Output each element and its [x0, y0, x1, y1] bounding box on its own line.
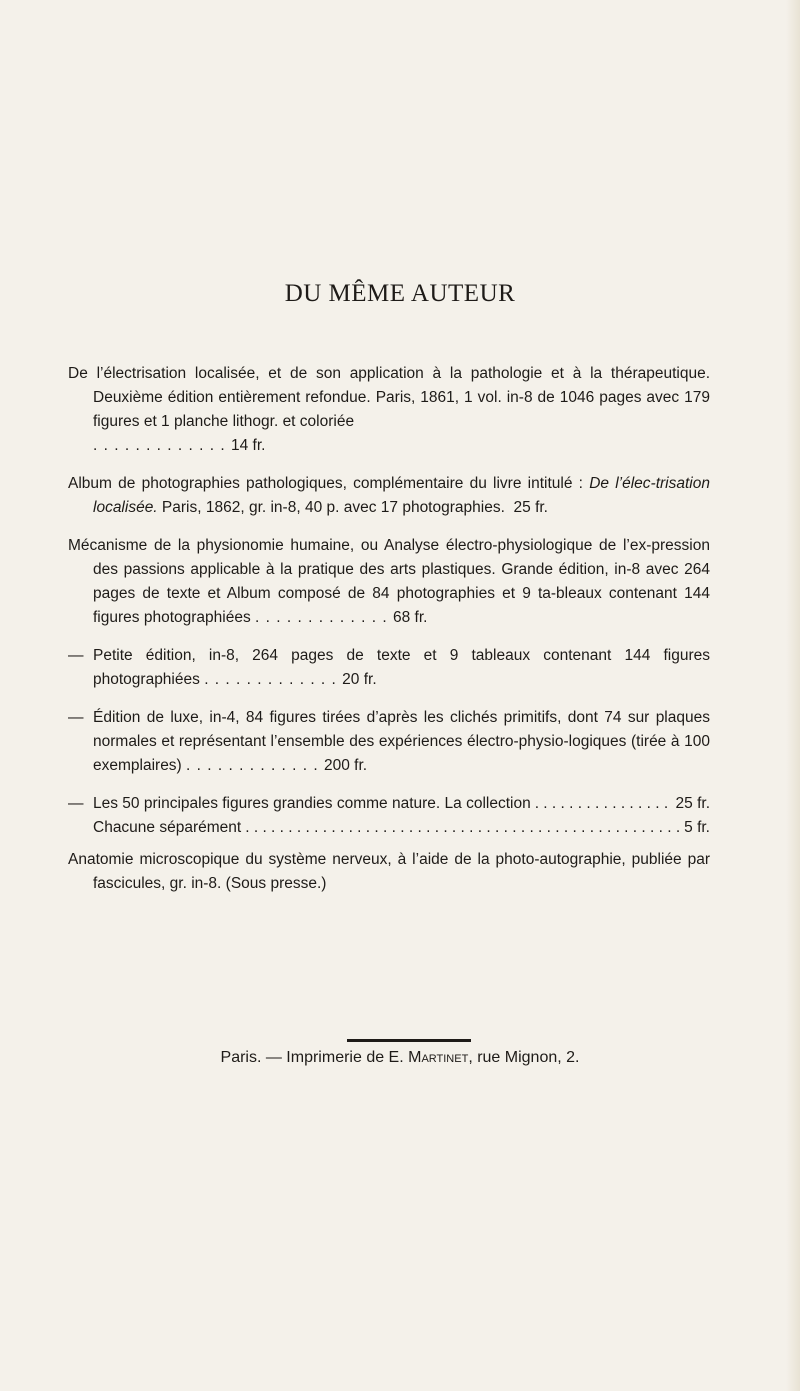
entry-text: De l’électrisation localisée, et de son application à la pathologie et à la thérapeutique. Deuxième édition entièrement refondue. Paris, 1861, 1 vol. in-8 de 1046 pages avec 179 figures et 1 planche lithogr. et coloriée: [68, 365, 710, 430]
list-item: [68, 706, 710, 778]
imprint-suffix: , rue Mignon, 2.: [468, 1049, 580, 1066]
entry-text: Anatomie microscopique du système nerveux, à l’aide de la photo-autographie, publiée par fascicules, gr. in-8. (Sous presse.): [68, 851, 710, 892]
entry-text: Édition de luxe, in-4, 84 figures tirées d’après les clichés primitifs, dont 74 sur plaques normales et représentant l’ensemble des expériences électro-physio-logiques (tirée à 100 exemplaires): [93, 709, 710, 774]
entry-dash: —: [68, 709, 84, 726]
entry-extra-price: 5 fr.: [684, 819, 710, 836]
dot-leader: . . . . . . . . . . . . .: [255, 609, 393, 626]
imprint-printer: Martinet: [408, 1049, 469, 1066]
entry-text: Mécanisme de la physionomie humaine, ou Analyse électro-physiologique de l’ex-pression des passions applicable à la pratique des arts plastiques. Grande édition, in-8 avec 264 pages de texte et Album composé de 84 photographies et 9 ta-bleaux contenant 144 figures photographiées: [68, 537, 710, 626]
list-item: [68, 644, 710, 692]
entry-dash: —: [68, 647, 84, 664]
entry-dash: —: [68, 795, 84, 812]
dot-leader: . . . . . . . . . . . . .: [204, 671, 343, 688]
imprint-line: [0, 1049, 800, 1067]
publication-list: [68, 362, 710, 910]
list-item: [68, 792, 710, 840]
imprint-prefix: Paris. — Imprimerie de E.: [220, 1049, 409, 1066]
entry-price: 25 fr.: [513, 499, 548, 516]
entry-price: 14 fr.: [230, 437, 266, 454]
entry-price: 68 fr.: [392, 609, 428, 626]
entry-extra-text: Chacune séparément: [93, 819, 242, 836]
dot-leader: . . . . . . . . . . . . .: [93, 437, 231, 454]
list-item: [68, 848, 710, 896]
list-item: [68, 472, 710, 520]
page-edge: [786, 0, 800, 1391]
list-item: [68, 362, 710, 458]
entry-italic-title: De l’élec-trisation localisée.: [93, 475, 710, 516]
entry-price: 25 fr.: [675, 795, 710, 812]
imprint-rule: [347, 1039, 471, 1042]
list-item: [68, 534, 710, 630]
entry-price: 20 fr.: [342, 671, 377, 688]
entry-text: Les 50 principales figures grandies comme nature. La collection: [93, 795, 531, 812]
entry-price: 200 fr.: [324, 757, 368, 774]
entry-text: Petite édition, in-8, 264 pages de texte et 9 tableaux contenant 144 figures photographiées: [93, 647, 710, 688]
entry-text: Album de photographies pathologiques, complémentaire du livre intitulé :: [68, 475, 590, 492]
dot-leader: . . . . . . . . . . . . .: [186, 757, 325, 774]
page-heading: DU MÊME AUTEUR: [284, 280, 516, 307]
entry-text-after: Paris, 1862, gr. in-8, 40 p. avec 17 photographies.: [157, 499, 505, 516]
